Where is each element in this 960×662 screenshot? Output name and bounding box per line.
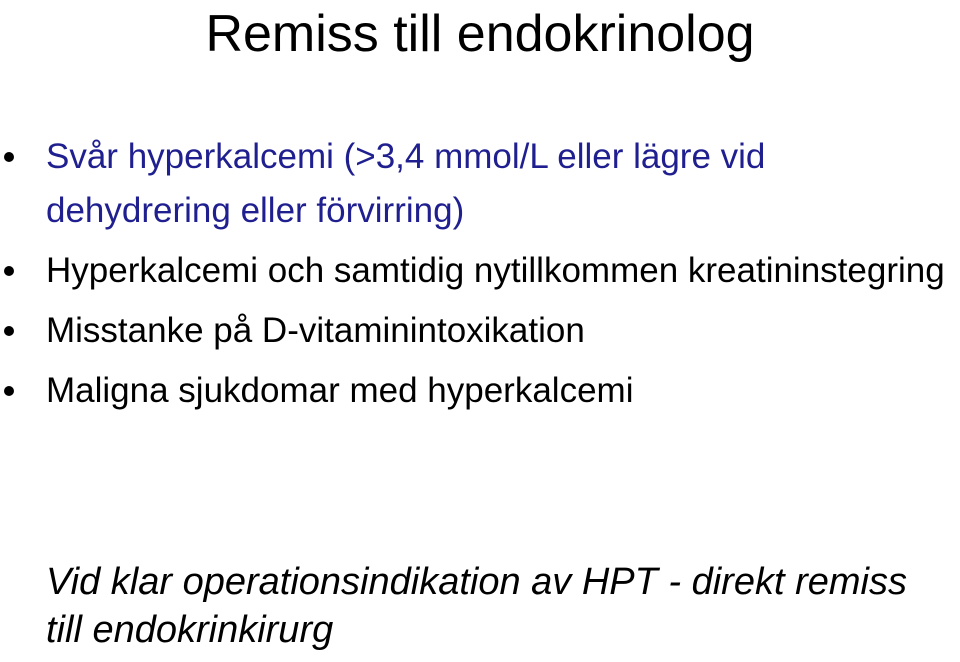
bullet-dot-icon bbox=[4, 266, 14, 276]
bullet-list bbox=[0, 130, 960, 424]
footer-note: Vid klar operationsindikation av HPT - direkt remiss till endokrinkirurg bbox=[46, 561, 907, 651]
bullet-text: Misstanke på D-vitaminintoxikation bbox=[46, 311, 585, 350]
bullet-dot-icon bbox=[4, 152, 14, 162]
slide-title: Remiss till endokrinolog bbox=[205, 5, 755, 63]
bullet-dot-icon bbox=[4, 326, 14, 336]
bullet-text: Hyperkalcemi och samtidig nytillkommen kreatininstegring bbox=[46, 251, 945, 290]
bullet-item bbox=[0, 244, 946, 298]
bullet-item bbox=[0, 304, 946, 358]
bullet-item bbox=[0, 130, 946, 238]
bullet-item bbox=[0, 364, 946, 418]
bullet-text: Maligna sjukdomar med hyperkalcemi bbox=[46, 371, 634, 410]
bullet-text: Svår hyperkalcemi (>3,4 mmol/L eller lägre vid dehydrering eller förvirring) bbox=[46, 137, 766, 230]
bullet-dot-icon bbox=[4, 386, 14, 396]
